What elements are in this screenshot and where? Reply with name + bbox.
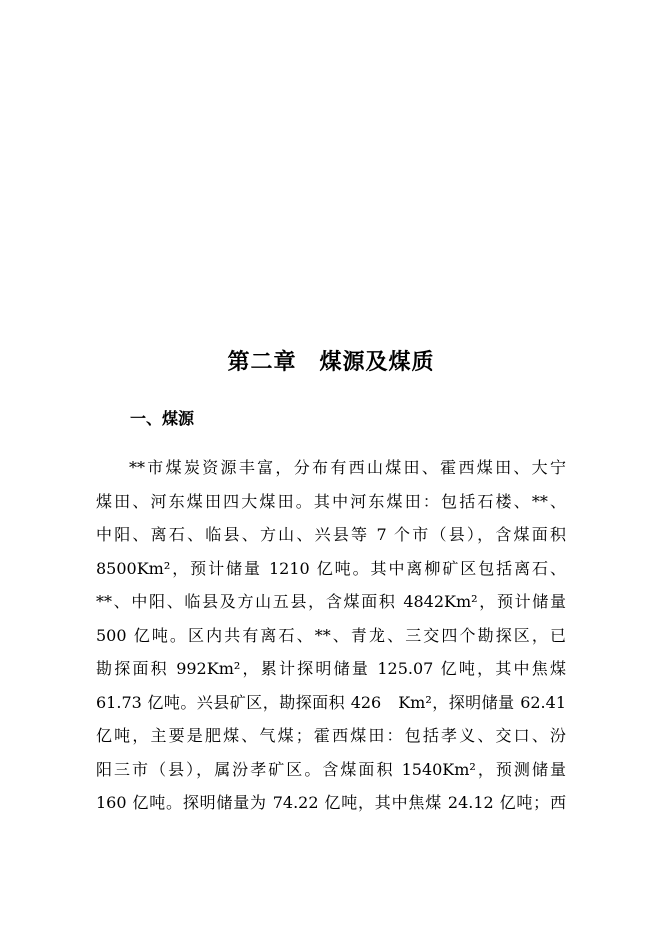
paragraph-line: 阳三市（县），属汾孝矿区。含煤面积 1540Km²，预测储量 xyxy=(96,759,566,779)
paragraph-line: 8500Km²，预计储量 1210 亿吨。其中离柳矿区包括离石、 xyxy=(96,558,566,578)
chapter-title: 第二章 煤源及煤质 xyxy=(227,349,435,375)
paragraph-line: 500 亿吨。区内共有离石、**、青龙、三交四个勘探区，已 xyxy=(96,625,566,645)
section-heading: 一、煤源 xyxy=(130,409,195,428)
paragraph-line: 61.73 亿吨。兴县矿区，勘探面积 426 Km²，探明储量 62.41 xyxy=(96,692,566,712)
paragraph-line: **、中阳、临县及方山五县，含煤面积 4842Km²，预计储量 xyxy=(96,592,566,611)
paragraph-line: **市煤炭资源丰富，分布有西山煤田、霍西煤田、大宁 xyxy=(129,458,566,477)
paragraph-line: 160 亿吨。探明储量为 74.22 亿吨，其中焦煤 24.12 亿吨；西 xyxy=(96,793,566,812)
paragraph-line: 勘探面积 992Km²，累计探明储量 125.07 亿吨，其中焦煤 xyxy=(96,659,566,678)
paragraph-line: 亿吨，主要是肥煤、气煤；霍西煤田：包括孝义、交口、汾 xyxy=(96,726,566,745)
body-paragraph xyxy=(96,451,566,820)
paragraph-line: 中阳、离石、临县、方山、兴县等 7 个市（县），含煤面积 xyxy=(96,525,566,544)
paragraph-line: 煤田、河东煤田四大煤田。其中河东煤田：包括石楼、**、 xyxy=(96,491,566,511)
